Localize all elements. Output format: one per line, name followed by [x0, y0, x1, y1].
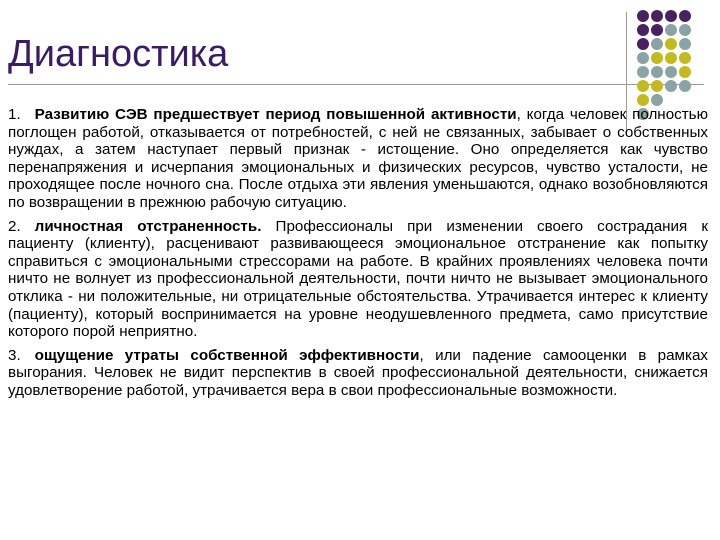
decorative-dot-teal — [651, 66, 663, 78]
decorative-dot-olive — [637, 94, 649, 106]
decorative-dot-purple — [651, 24, 663, 36]
decorative-dot-teal — [665, 66, 677, 78]
decorative-dot-olive — [637, 80, 649, 92]
list-item-text: Профессионалы при изменении своего сострадания к пациенту (клиенту), расценивают развивающееся эмоциональное отстранение как попытку справиться с эмоциональными стрессорами на работе. В крайних проявлениях человека почти ничто не волнует из профессиональной деятельности, почти ничто не вызывает эмоционального отклика - ни положительные, ни отрицательные обстоятельства. Утрачивается интерес к клиенту (пациенту), который воспринимается на уровне неодушевленного предмета, само присутствие которого порой неприятно. — [8, 217, 708, 341]
decorative-dot-purple — [637, 38, 649, 50]
list-item-number: 3. — [8, 346, 21, 364]
decorative-dot-olive — [679, 52, 691, 64]
decorative-dot-olive — [651, 80, 663, 92]
decorative-dot-teal — [651, 38, 663, 50]
decorative-dot-olive — [651, 52, 663, 64]
list-item-bold-lead: Развитию СЭВ предшествует период повышенной активности — [34, 106, 517, 123]
list-item-text: , когда человек полностью поглощен работой, отказывается от потребностей, с ней не связанных, забывает о собственных нуждах, а затем наступает первый признак - истощение. Оно определяется как чувство перенапряжения и исчерпания эмоциональных и физических ресурсов, чувство усталости, не проходящее после ночного сна. После отдыха эти явления уменьшаются, однако возобновляются по возвращении в прежнюю рабочую ситуацию. — [8, 106, 708, 211]
decorative-dot-olive — [665, 38, 677, 50]
list-item-bold-lead: ощущение утраты собственной эффективности — [34, 346, 420, 364]
decorative-dot-purple — [665, 10, 677, 22]
decorative-dot-purple — [637, 10, 649, 22]
list-item-2 — [8, 218, 708, 341]
decorative-dot-olive — [665, 52, 677, 64]
decorative-dot-teal — [651, 94, 663, 106]
decorative-dot-teal — [637, 52, 649, 64]
decorative-dot-purple — [651, 10, 663, 22]
decorative-dot-teal — [665, 80, 677, 92]
decorative-dot-teal — [679, 80, 691, 92]
slide-body — [8, 106, 708, 406]
list-item-number: 1. — [8, 106, 21, 123]
decorative-dot-olive — [679, 66, 691, 78]
list-item-bold-lead: личностная отстраненность. — [34, 217, 262, 235]
list-item-3 — [8, 347, 708, 400]
list-item-number: 2. — [8, 217, 21, 235]
decorative-dot-teal — [679, 24, 691, 36]
horizontal-divider-line — [8, 84, 704, 85]
decorative-dot-teal — [665, 24, 677, 36]
decorative-dot-purple — [679, 10, 691, 22]
slide-title: Диагностика — [8, 33, 229, 75]
decorative-dot-teal — [637, 66, 649, 78]
decorative-dot-grid — [637, 10, 717, 120]
decorative-dot-purple — [637, 24, 649, 36]
list-item-text: , или падение самооценки в рамках выгорания. Человек не видит перспектив в своей профессиональной деятельности, снижается удовлетворение работой, утрачивается вера в свои профессиональные возможности. — [8, 346, 708, 399]
decorative-dot-teal — [679, 38, 691, 50]
list-item-1 — [8, 106, 708, 212]
